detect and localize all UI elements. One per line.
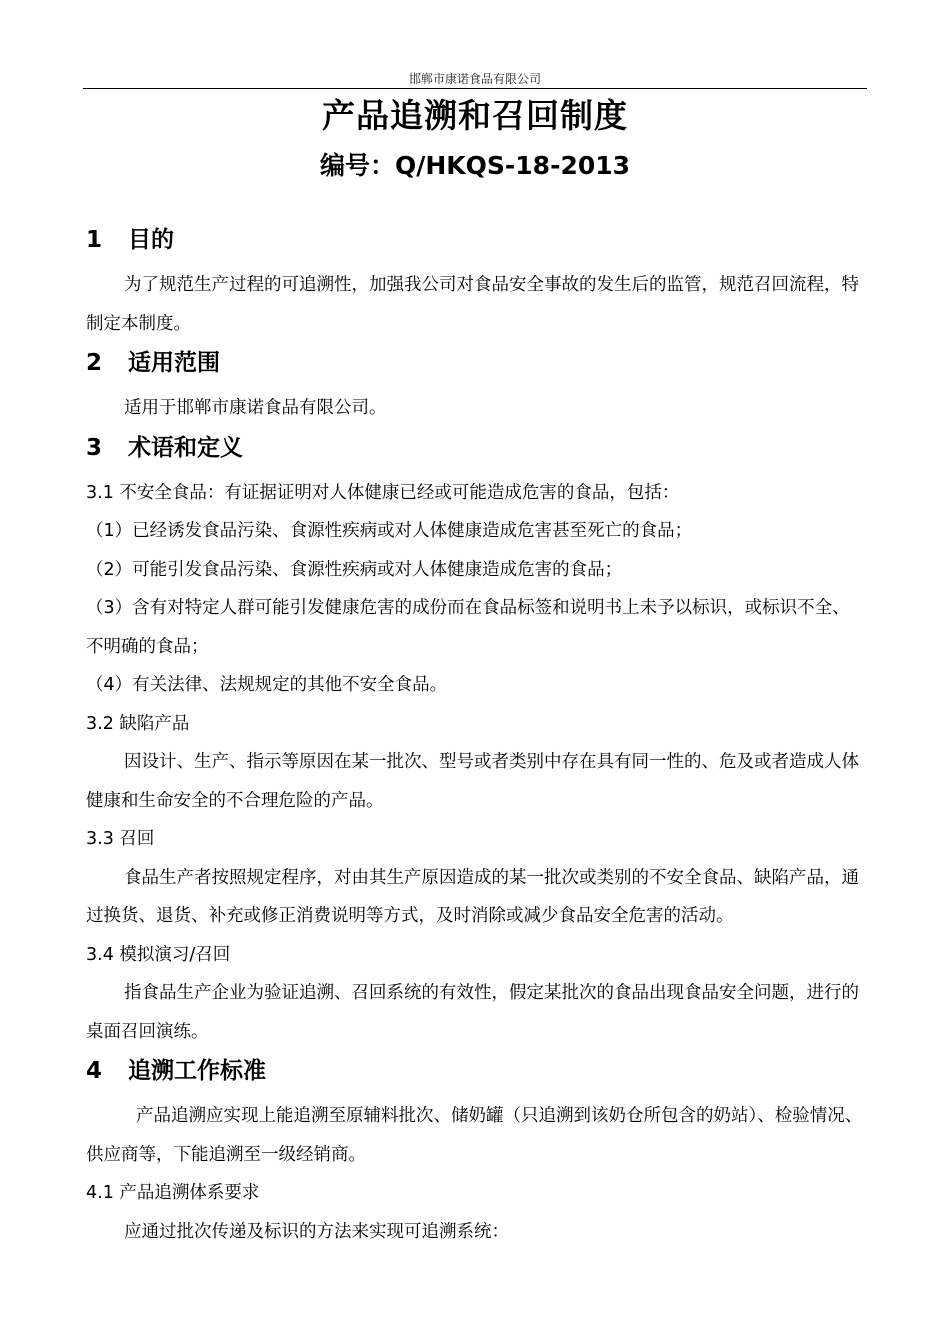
definition-3-1: 3.1 不安全食品：有证据证明对人体健康已经或可能造成危害的食品，包括： [86,482,680,503]
section-title: 适用范围 [128,350,220,376]
list-item: （4）有关法律、法规规定的其他不安全食品。 [86,675,448,695]
section-number: 1 [86,227,103,253]
section-number: 2 [86,350,103,376]
definition-3-3: 3.3 召回 [86,829,155,849]
document-number: 编号：Q/HKQS-18-2013 [319,151,631,180]
section-title: 追溯工作标准 [128,1058,266,1084]
section-heading-4 [86,1051,866,1091]
section-number: 3 [86,434,103,461]
section-heading-3 [86,428,866,468]
list-item: （3）含有对特定人群可能引发健康危害的成份而在食品标签和说明书上未予以标识，或标识不全、不明确的食品； [86,598,850,657]
header-divider [83,88,867,89]
paragraph: 应通过批次传递及标识的方法来实现可追溯系统： [124,1221,509,1242]
paragraph: 为了规范生产过程的可追溯性，加强我公司对食品安全事故的发生后的监管，规范召回流程，特制定本制度。 [86,275,859,334]
paragraph: 因设计、生产、指示等原因在某一批次、型号或者类别中存在具有同一性的、危及或者造成人体健康和生命安全的不合理危险的产品。 [86,752,859,811]
document-title: 产品追溯和召回制度 [322,96,628,135]
paragraph: 产品追溯应实现上能追溯至原辅料批次、储奶罐（只追溯到该奶仓所包含的奶站）、检验情况、供应商等，下能追溯至一级经销商。 [86,1106,863,1165]
section-title: 目的 [128,227,174,253]
definition-3-4: 3.4 模拟演习/召回 [86,944,231,965]
document-body [86,220,866,1251]
list-item: （1）已经诱发食品污染、食源性疾病或对人体健康造成危害甚至死亡的食品； [86,521,693,541]
definition-3-2: 3.2 缺陷产品 [86,713,190,734]
paragraph: 适用于邯郸市康诺食品有限公司。 [124,398,387,418]
paragraph: 指食品生产企业为验证追溯、召回系统的有效性，假定某批次的食品出现食品安全问题，进行的桌面召回演练。 [86,983,859,1042]
page-header-company: 邯郸市康诺食品有限公司 [408,72,541,86]
list-item: （2）可能引发食品污染、食源性疾病或对人体健康造成危害的食品； [86,559,623,580]
section-number: 4 [86,1058,103,1084]
subsection-4-1: 4.1 产品追溯体系要求 [86,1183,260,1203]
paragraph: 食品生产者按照规定程序，对由其生产原因造成的某一批次或类别的不安全食品、缺陷产品，通过换货、退货、补充或修正消费说明等方式，及时消除或减少食品安全危害的活动。 [86,867,859,926]
section-heading-2 [86,343,866,383]
section-heading-1 [86,220,866,260]
section-title: 术语和定义 [128,434,243,461]
